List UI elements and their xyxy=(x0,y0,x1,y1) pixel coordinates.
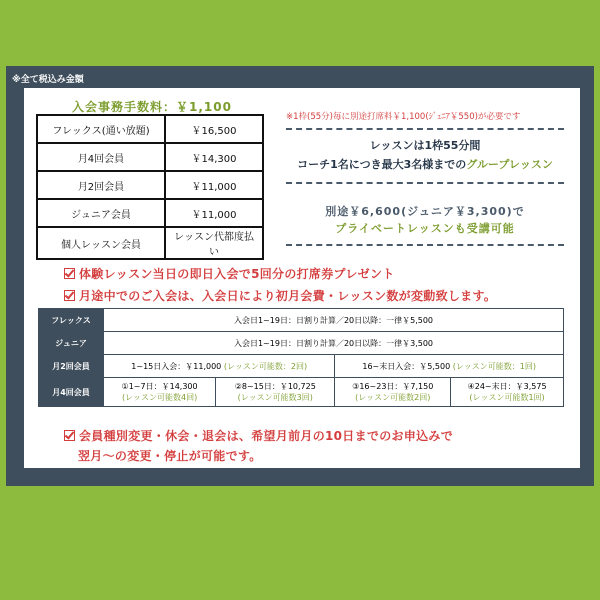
group-lesson-highlight: グループレッスン xyxy=(466,158,553,171)
fee-cell xyxy=(451,378,564,407)
fee-row-flex xyxy=(39,309,564,332)
fee-cell-main: ③16~23日：￥7,150 xyxy=(352,382,434,391)
group-lesson-prefix: コーチ1名につき最大3名様までの xyxy=(297,158,467,171)
checkbox-icon xyxy=(64,290,75,301)
fee-cell-sub: (レッスン可能数2回) xyxy=(355,393,431,402)
fee-cell xyxy=(216,378,335,407)
booth-fee-notice: ※1枠(55分)毎に別途打席料￥1,100(ｼﾞｭﾆｱ￥550)が必要です xyxy=(286,112,521,122)
plan-price: ￥16,500 xyxy=(165,115,263,143)
fee-cell-main: 1~15日入会：￥11,000 xyxy=(131,361,222,371)
membership-change-text: 会員種別変更・休会・退会は、希望月前月の10日までのお申込みで xyxy=(79,429,454,443)
membership-change-note-line2: 翌月～の変更・停止が可能です。 xyxy=(78,449,262,463)
checkbox-icon xyxy=(64,268,75,279)
plan-price: ￥11,000 xyxy=(165,171,263,199)
trial-offer-note xyxy=(64,265,395,282)
fee-cell-main: 16~末日入会：￥5,500 xyxy=(362,361,451,371)
fee-cell xyxy=(104,378,216,407)
dashed-divider xyxy=(286,182,564,184)
tax-note: ※全て税込み金額 xyxy=(12,75,84,85)
trial-offer-text: 体験レッスン当日の即日入会で5回分の打席券プレゼント xyxy=(79,267,395,281)
fee-row-text: 入会日1~19日：日割り計算／20日以降：一律￥5,500 xyxy=(104,309,564,332)
plan-price: ￥11,000 xyxy=(165,199,263,227)
plan-price: レッスン代都度払い xyxy=(165,227,263,259)
dashed-divider xyxy=(286,128,564,130)
midmonth-text: 月途中でのご入会は、入会日により初月会費・レッスン数が変動致します。 xyxy=(79,289,497,303)
fee-cell xyxy=(335,378,451,407)
plan-row xyxy=(37,115,263,143)
fee-cell-main: ④24~末日：￥3,575 xyxy=(467,382,547,391)
plan-name: フレックス(通い放題) xyxy=(37,115,165,143)
fee-cell-main: ①1~7日：￥14,300 xyxy=(121,382,198,391)
fee-row-text: 入会日1~19日：日割り計算／20日以降：一律￥3,500 xyxy=(104,332,564,355)
fee-row-m2 xyxy=(39,355,564,378)
plan-name: ジュニア会員 xyxy=(37,199,165,227)
lesson-duration: レッスンは1枠55分間 xyxy=(369,139,481,152)
private-lesson-available: プライベートレッスンも受講可能 xyxy=(335,222,515,235)
fee-row-label: ジュニア xyxy=(39,332,104,355)
plan-row xyxy=(37,143,263,171)
plan-row xyxy=(37,227,263,259)
group-lesson-info xyxy=(286,156,564,172)
prorated-fee-table xyxy=(38,308,564,407)
plan-name: 月2回会員 xyxy=(37,171,165,199)
plan-price-table xyxy=(36,114,264,260)
plan-row xyxy=(37,171,263,199)
fee-cell xyxy=(104,355,335,378)
fee-row-label: 月4回会員 xyxy=(39,378,104,407)
fee-row-m4 xyxy=(39,378,564,407)
fee-row-label: フレックス xyxy=(39,309,104,332)
fee-cell-avail: (レッスン可能数：1回) xyxy=(452,361,536,371)
plan-name: 月4回会員 xyxy=(37,143,165,171)
fee-cell-sub: (レッスン可能数1回) xyxy=(469,393,545,402)
membership-change-note xyxy=(64,427,453,444)
checkbox-icon xyxy=(64,430,75,441)
plan-price: ￥14,300 xyxy=(165,143,263,171)
midmonth-note xyxy=(64,287,496,304)
private-lesson-price: 別途￥6,600(ジュニア￥3,300)で xyxy=(325,205,525,218)
dashed-divider xyxy=(286,244,564,246)
fee-cell-main: ②8~15日：￥10,725 xyxy=(234,382,316,391)
fee-cell-sub: (レッスン可能数4回) xyxy=(121,393,198,402)
plan-name: 個人レッスン会員 xyxy=(37,227,165,259)
entry-fee-title: 入会事務手数料：￥1,100 xyxy=(72,100,232,114)
fee-cell-sub: (レッスン可能数3回) xyxy=(237,393,313,402)
fee-row-label: 月2回会員 xyxy=(39,355,104,378)
fee-cell-avail: (レッスン可能数：2回) xyxy=(223,361,308,371)
fee-cell xyxy=(335,355,564,378)
plan-row xyxy=(37,199,263,227)
fee-row-junior xyxy=(39,332,564,355)
